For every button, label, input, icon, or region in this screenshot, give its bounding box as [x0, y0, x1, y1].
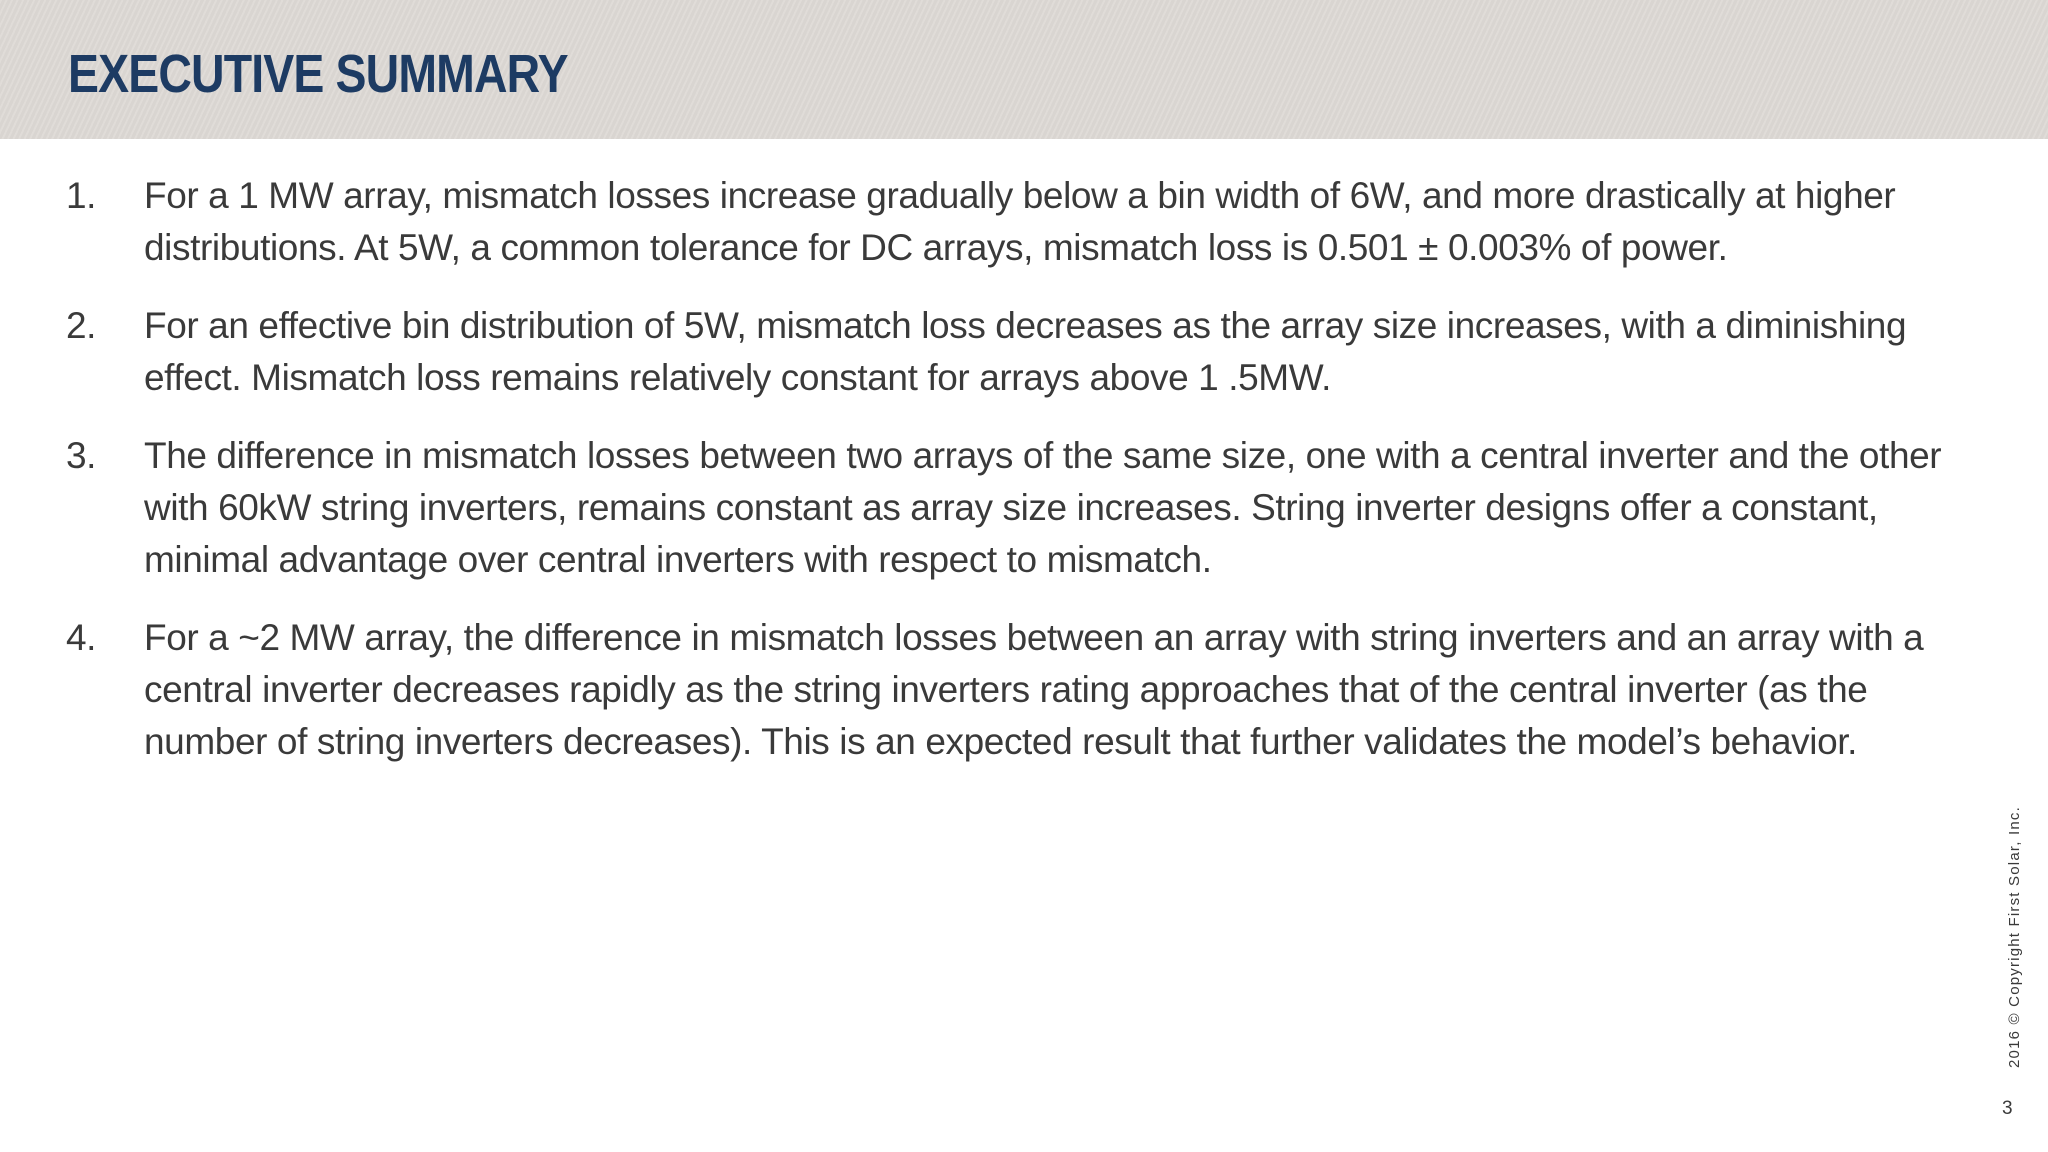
summary-item: [66, 612, 1966, 768]
copyright-notice: 2016 © Copyright First Solar, Inc.: [2006, 806, 2023, 1068]
page-number: 3: [2002, 1098, 2013, 1119]
summary-item: [66, 170, 1966, 274]
summary-item-number: 4.: [66, 617, 97, 658]
summary-item: [66, 430, 1966, 586]
slide-title: EXECUTIVE SUMMARY: [68, 44, 568, 104]
summary-item-number: 3.: [66, 435, 97, 476]
summary-item-text: For a 1 MW array, mismatch losses increase gradually below a bin width of 6W, and more drastically at higher distributions. At 5W, a common tolerance for DC arrays, mismatch loss is 0.501 ± 0.003% of power.: [144, 175, 1896, 268]
summary-item-text: For a ~2 MW array, the difference in mismatch losses between an array with string inverters and an array with a central inverter decreases rapidly as the string inverters rating approaches that of the central inverter (as the number of string inverters decreases). This is an expected result that further validates the model’s behavior.: [144, 617, 1924, 762]
summary-list: [66, 170, 1966, 794]
summary-item-text: The difference in mismatch losses between two arrays of the same size, one with a central inverter and the other with 60kW string inverters, remains constant as array size increases. String inverter designs offer a constant, minimal advantage over central inverters with respect to mismatch.: [144, 435, 1942, 580]
summary-item-number: 2.: [66, 305, 97, 346]
summary-item: [66, 300, 1966, 404]
summary-item-number: 1.: [66, 175, 97, 216]
summary-item-text: For an effective bin distribution of 5W, mismatch loss decreases as the array size increases, with a diminishing effect. Mismatch loss remains relatively constant for arrays above 1 .5MW.: [144, 305, 1907, 398]
